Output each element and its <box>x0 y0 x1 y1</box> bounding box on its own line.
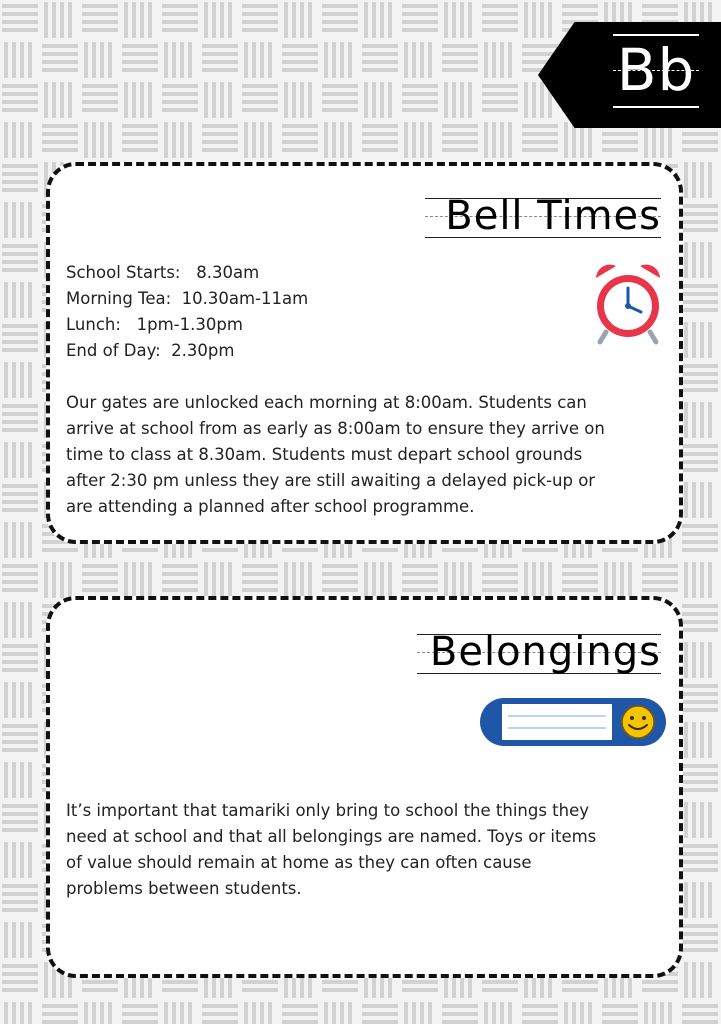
paragraph-line: arrive at school from as early as 8:00am to ensure they arrive on <box>66 419 605 438</box>
paragraph-line: problems between students. <box>66 879 302 898</box>
paragraph-line: It’s important that tamariki only bring to school the things they <box>66 801 590 820</box>
paragraph-line: need at school and that all belongings are named. Toys or items <box>66 827 597 846</box>
bell-schedule <box>66 260 308 364</box>
corner-tab-text: Bb <box>616 36 696 104</box>
schedule-line: Lunch: 1pm-1.30pm <box>66 315 243 334</box>
paragraph-line: of value should remain at home as they can often cause <box>66 853 532 872</box>
belongings-card <box>46 596 683 978</box>
bell-times-paragraph <box>66 390 656 520</box>
schedule-line: End of Day: 2.30pm <box>66 341 235 360</box>
bell-times-heading <box>425 193 661 250</box>
schedule-line: School Starts: 8.30am <box>66 263 260 282</box>
belongings-paragraph <box>66 798 656 902</box>
paragraph-line: Our gates are unlocked each morning at 8:00am. Students can <box>66 393 587 412</box>
paragraph-line: time to class at 8.30am. Students must depart school grounds <box>66 445 583 464</box>
paragraph-line: after 2:30 pm unless they are still awaiting a delayed pick-up or <box>66 471 596 490</box>
bell-times-card <box>46 162 683 544</box>
belongings-title: Belongings <box>429 629 661 675</box>
name-label-smiley-icon <box>478 696 668 748</box>
schedule-line: Morning Tea: 10.30am-11am <box>66 289 309 308</box>
belongings-heading <box>417 629 661 686</box>
corner-tab-letters <box>613 34 699 108</box>
bell-times-title: Bell Times <box>445 193 661 239</box>
paragraph-line: are attending a planned after school programme. <box>66 497 475 516</box>
alarm-clock-icon <box>592 260 664 346</box>
